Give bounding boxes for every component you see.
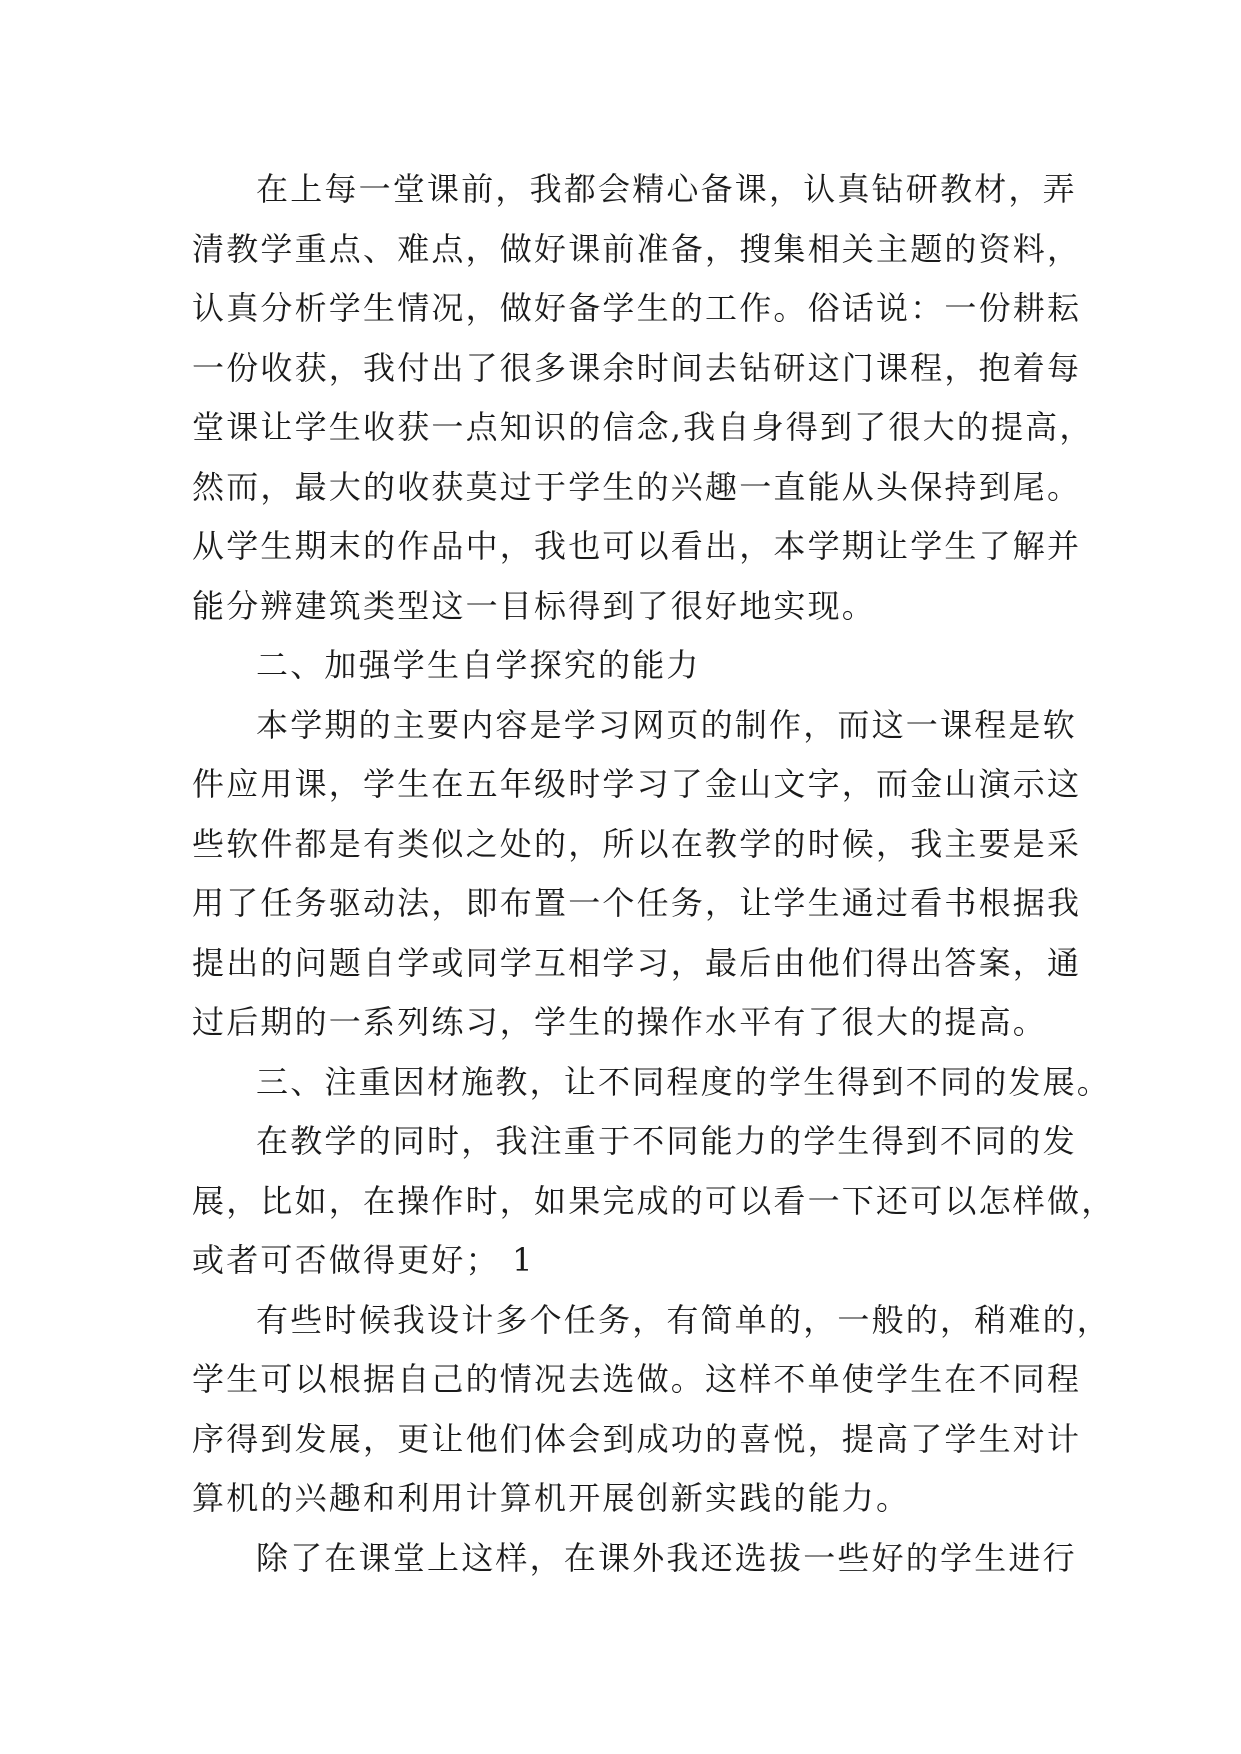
text-line: 序得到发展，更让他们体会到成功的喜悦，提高了学生对计 (192, 1419, 1082, 1458)
text-line: 在上每一堂课前，我都会精心备课，认真钻研教材，弄 (256, 170, 1077, 208)
text-line: 堂课让学生收获一点知识的信念,我自身得到了很大的提高， (192, 408, 1094, 446)
text-line: 二、加强学生自学探究的能力 (256, 646, 701, 684)
text-line: 有些时候我设计多个任务，有简单的，一般的，稍难的， (256, 1300, 1112, 1339)
text-line: 展，比如，在操作时，如果完成的可以看一下还可以怎样做， (192, 1181, 1116, 1220)
text-line: 清教学重点、难点，做好课前准备，搜集相关主题的资料， (192, 229, 1082, 268)
text-line: 能分辨建筑类型这一目标得到了很好地实现。 (192, 586, 877, 625)
text-line: 过后期的一系列练习，学生的操作水平有了很大的提高。 (192, 1003, 1048, 1041)
text-line: 除了在课堂上这样，在课外我还选拔一些好的学生进行 (256, 1538, 1077, 1577)
text-line: 或者可否做得更好； 1 (192, 1241, 535, 1279)
text-line: 学生可以根据自己的情况去选做。这样不单使学生在不同程 (192, 1360, 1082, 1398)
text-line: 本学期的主要内容是学习网页的制作，而这一课程是软 (256, 705, 1077, 744)
text-line: 然而，最大的收获莫过于学生的兴趣一直能从头保持到尾。 (192, 467, 1082, 506)
text-line: 三、注重因材施教，让不同程度的学生得到不同的发展。 (256, 1062, 1112, 1101)
text-line: 从学生期末的作品中，我也可以看出，本学期让学生了解并 (192, 527, 1082, 565)
text-line: 在教学的同时，我注重于不同能力的学生得到不同的发 (256, 1122, 1077, 1160)
text-line: 些软件都是有类似之处的，所以在教学的时候，我主要是采 (192, 824, 1082, 863)
text-line: 一份收获，我付出了很多课余时间去钻研这门课程，抱着每 (192, 348, 1082, 387)
document-body (192, 160, 1116, 1588)
text-line: 提出的问题自学或同学互相学习，最后由他们得出答案，通 (192, 943, 1082, 982)
text-line: 算机的兴趣和利用计算机开展创新实践的能力。 (192, 1479, 911, 1517)
text-line: 认真分析学生情况，做好备学生的工作。俗话说：一份耕耘 (192, 289, 1082, 327)
text-line: 件应用课，学生在五年级时学习了金山文字，而金山演示这 (192, 765, 1082, 803)
text-line: 用了任务驱动法，即布置一个任务，让学生通过看书根据我 (192, 884, 1082, 922)
